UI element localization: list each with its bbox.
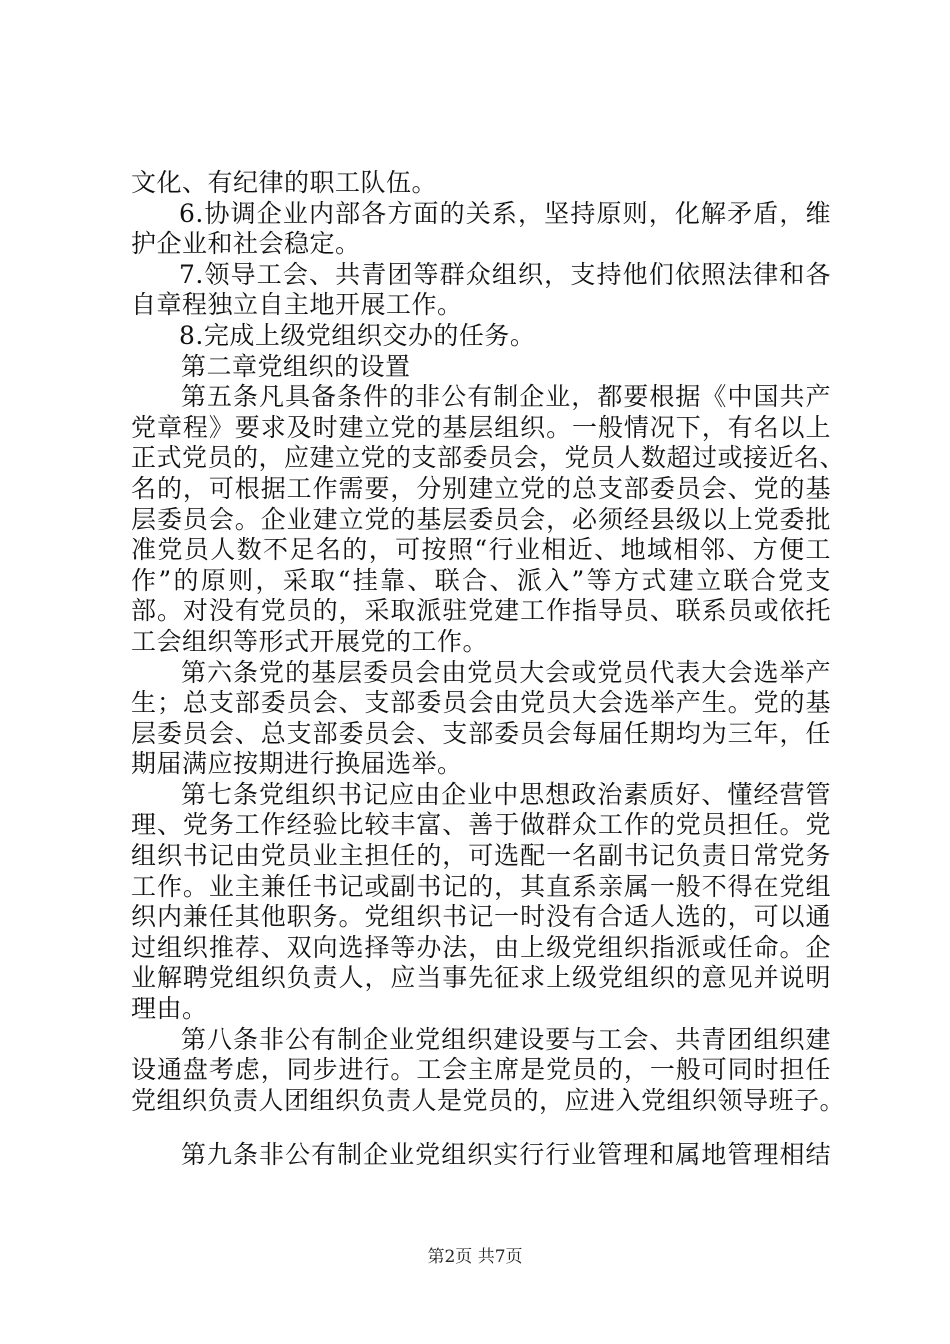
text-line: 层委员会、总支部委员会、支部委员会每届任期均为三年，任 <box>131 718 831 748</box>
text-line: 第八条非公有制企业党组织建设要与工会、共青团组织建 <box>181 1024 831 1054</box>
text-line: 正式党员的，应建立党的支部委员会，党员人数超过或接近名、 <box>131 443 846 473</box>
text-line: 设通盘考虑，同步进行。工会主席是党员的，一般可同时担任 <box>131 1055 831 1085</box>
text-line: 第七条党组织书记应由企业中思想政治素质好、懂经营管 <box>181 779 831 809</box>
text-line: 自章程独立自主地开展工作。 <box>131 290 463 320</box>
document-body <box>131 168 846 1171</box>
page-number-footer: 第2页 共7页 <box>427 1247 523 1267</box>
text-line: 理由。 <box>131 994 208 1024</box>
text-line: 工作。业主兼任书记或副书记的，其直系亲属一般不得在党组 <box>131 871 831 901</box>
text-line: 名的，可根据工作需要，分别建立党的总支部委员会、党的基 <box>131 473 831 503</box>
text-line: 过组织推荐、双向选择等办法，由上级党组织指派或任命。企 <box>131 932 831 962</box>
text-line: 7.领导工会、共青团等群众组织，支持他们依照法律和各 <box>179 259 831 289</box>
paragraph-gap <box>131 1116 831 1140</box>
text-line: 部。对没有党员的，采取派驻党建工作指导员、联系员或依托 <box>131 596 831 626</box>
text-line: 第五条凡具备条件的非公有制企业，都要根据《中国共产 <box>181 382 831 412</box>
chapter-heading: 第二章党组织的设置 <box>181 351 411 381</box>
text-line: 作”的原则，采取“挂靠、联合、派入”等方式建立联合党支 <box>131 565 831 595</box>
text-line: 护企业和社会稳定。 <box>131 229 361 259</box>
text-line: 业解聘党组织负责人，应当事先征求上级党组织的意见并说明 <box>131 963 831 993</box>
text-line: 期届满应按期进行换届选举。 <box>131 749 463 779</box>
text-line: 生；总支部委员会、支部委员会由党员大会选举产生。党的基 <box>131 688 831 718</box>
text-line: 6.协调企业内部各方面的关系，坚持原则，化解矛盾，维 <box>179 198 831 228</box>
text-line: 织内兼任其他职务。党组织书记一时没有合适人选的，可以通 <box>131 902 831 932</box>
text-line: 党组织负责人团组织负责人是党员的，应进入党组织领导班子。 <box>131 1085 846 1115</box>
text-line: 8.完成上级党组织交办的任务。 <box>179 320 536 350</box>
text-line: 党章程》要求及时建立党的基层组织。一般情况下，有名以上 <box>131 412 831 442</box>
text-line: 理、党务工作经验比较丰富、善于做群众工作的党员担任。党 <box>131 810 831 840</box>
text-line: 组织书记由党员业主担任的，可选配一名副书记负责日常党务 <box>131 841 831 871</box>
text-line: 第六条党的基层委员会由党员大会或党员代表大会选举产 <box>181 657 831 687</box>
text-line: 层委员会。企业建立党的基层委员会，必须经县级以上党委批 <box>131 504 831 534</box>
text-line: 第九条非公有制企业党组织实行行业管理和属地管理相结 <box>181 1140 831 1170</box>
text-line: 准党员人数不足名的，可按照“行业相近、地域相邻、方便工 <box>131 535 831 565</box>
text-line: 工会组织等形式开展党的工作。 <box>131 626 489 656</box>
text-line: 文化、有纪律的职工队伍。 <box>131 168 438 197</box>
